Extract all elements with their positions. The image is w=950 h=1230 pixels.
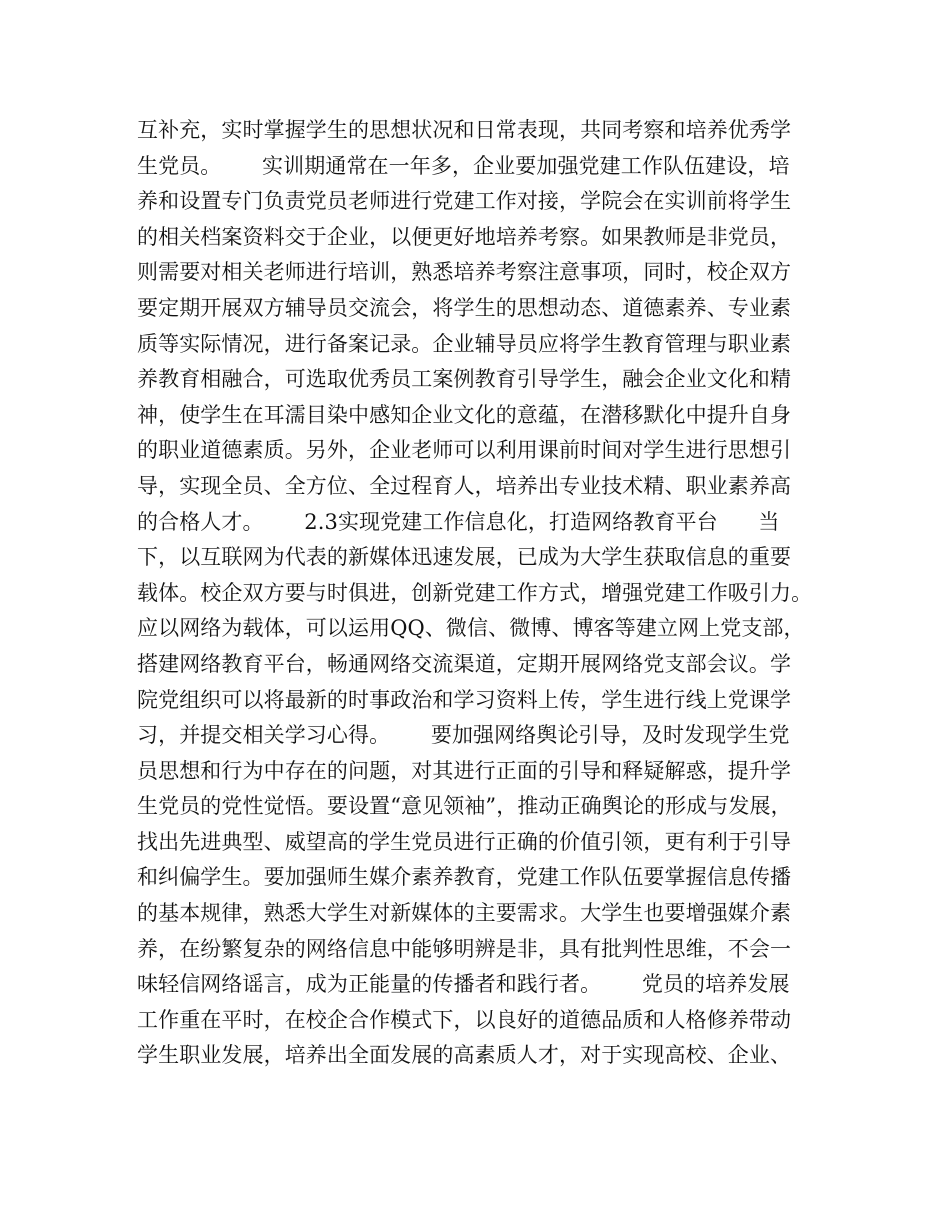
text-line: 神，使学生在耳濡目染中感知企业文化的意蕴，在潜移默化中提升自身 <box>137 402 792 427</box>
text-line: 生党员。 实训期通常在一年多，企业要加强党建工作队伍建设，培 <box>137 153 790 178</box>
text-line: 的职业道德素质。另外，企业老师可以利用课前时间对学生进行思想引 <box>137 438 792 463</box>
text-line: 院党组织可以将最新的时事政治和学习资料上传，学生进行线上党课学 <box>137 687 792 712</box>
text-line: 工作重在平时，在校企合作模式下，以良好的道德品质和人格修养带动 <box>137 1007 792 1032</box>
text-line: 下，以互联网为代表的新媒体迅速发展，已成为大学生获取信息的重要 <box>137 545 792 570</box>
text-line: 找出先进典型、威望高的学生党员进行正确的价值引领，更有利于引导 <box>137 829 792 854</box>
text-line: 的相关档案资料交于企业，以便更好地培养考察。如果教师是非党员， <box>137 224 792 249</box>
text-line: 养，在纷繁复杂的网络信息中能够明辨是非，具有批判性思维，不会一 <box>137 936 792 961</box>
text-line: 的基本规律，熟悉大学生对新媒体的主要需求。大学生也要增强媒介素 <box>137 901 792 926</box>
text-line: 养教育相融合，可选取优秀员工案例教育引导学生，融会企业文化和精 <box>137 367 792 392</box>
text-line: 味轻信网络谣言，成为正能量的传播者和践行者。 党员的培养发展 <box>137 972 790 997</box>
text-line: 生党员的党性觉悟。要设置“意见领袖”，推动正确舆论的形成与发展， <box>137 794 792 819</box>
text-line: 学生职业发展，培养出全面发展的高素质人才，对于实现高校、企业、 <box>137 1043 792 1068</box>
text-line: 要定期开展双方辅导员交流会，将学生的思想动态、道德素养、专业素 <box>137 295 792 320</box>
text-line: 应以网络为载体，可以运用QQ、微信、微博、博客等建立网上党支部， <box>137 616 805 641</box>
text-line: 习，并提交相关学习心得。 要加强网络舆论引导，及时发现学生党 <box>137 723 790 748</box>
text-line: 互补充，实时掌握学生的思想状况和日常表现，共同考察和培养优秀学 <box>137 118 792 142</box>
body-text <box>137 113 837 1074</box>
text-line: 和纠偏学生。要加强师生媒介素养教育，党建工作队伍要掌握信息传播 <box>137 865 792 890</box>
text-line: 导，实现全员、全方位、全过程育人，培养出专业技术精、职业素养高 <box>137 473 792 498</box>
text-line: 员思想和行为中存在的问题，对其进行正面的引导和释疑解惑，提升学 <box>137 758 792 783</box>
text-line: 载体。校企双方要与时俱进，创新党建工作方式，增强党建工作吸引力。 <box>137 580 813 605</box>
text-line: 质等实际情况，进行备案记录。企业辅导员应将学生教育管理与职业素 <box>137 331 792 356</box>
text-line: 搭建网络教育平台，畅通网络交流渠道，定期开展网络党支部会议。学 <box>137 651 792 676</box>
text-line: 的合格人才。 2.3实现党建工作信息化，打造网络教育平台 当 <box>137 509 780 534</box>
text-line: 则需要对相关老师进行培训，熟悉培养考察注意事项，同时，校企双方 <box>137 260 792 285</box>
text-line: 养和设置专门负责党员老师进行党建工作对接，学院会在实训前将学生 <box>137 189 792 214</box>
